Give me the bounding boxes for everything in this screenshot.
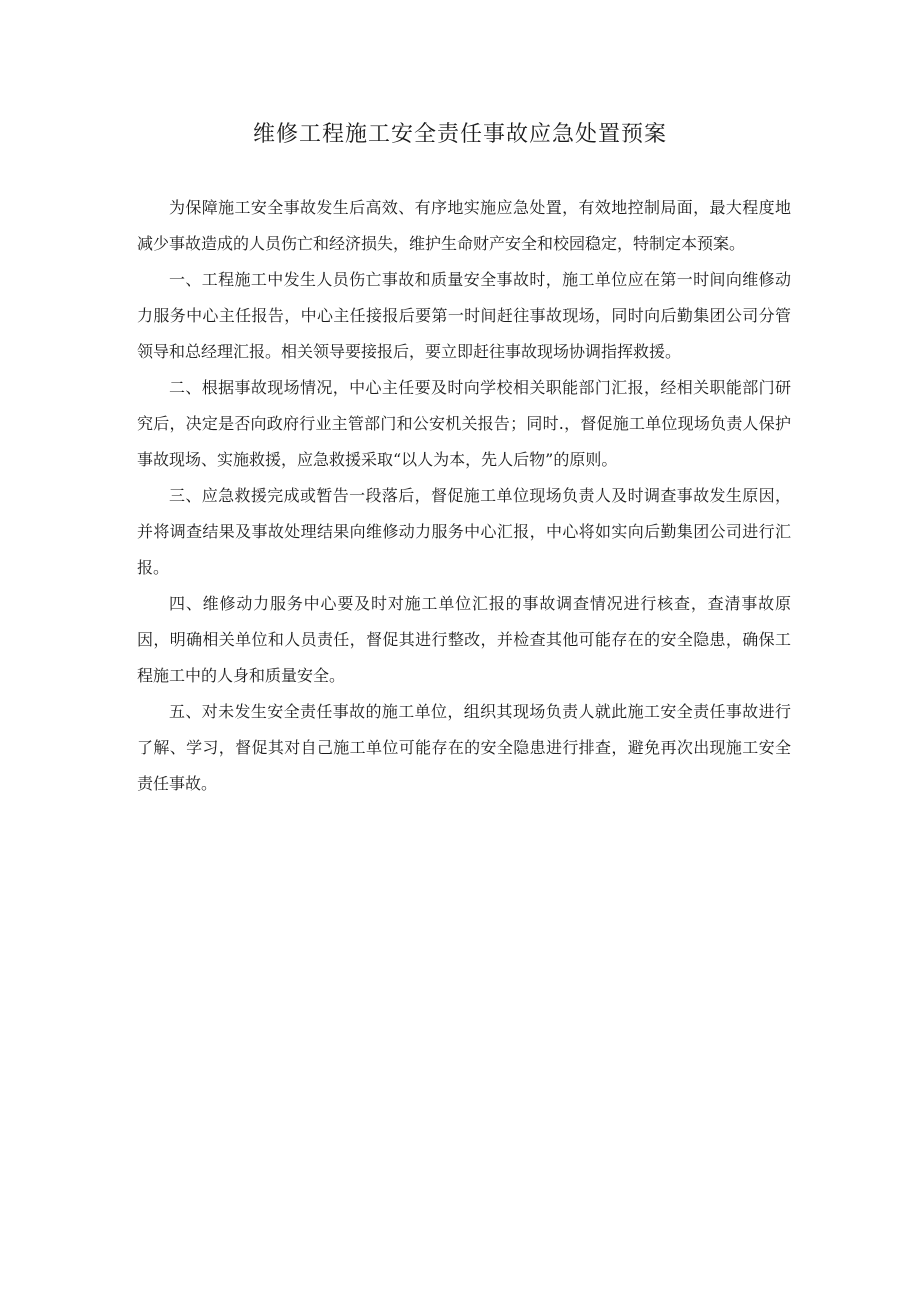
paragraph-section-1: 一、工程施工中发生人员伤亡事故和质量安全事故时，施工单位应在第一时间向维修动力服务中心主任报告，中心主任接报后要第一时间赶往事故现场，同时向后勤集团公司分管领导和总经理汇报。相关领导要接报后，要立即赶往事故现场协调指挥救援。 (137, 270, 791, 361)
paragraph-intro: 为保障施工安全事故发生后高效、有序地实施应急处置，有效地控制局面，最大程度地减少事故造成的人员伤亡和经济损失，维护生命财产安全和校园稳定，特制定本预案。 (137, 198, 791, 253)
paragraph-section-2: 二、根据事故现场情况，中心主任要及时向学校相关职能部门汇报，经相关职能部门研究后，决定是否向政府行业主管部门和公安机关报告；同时.，督促施工单位现场负责人保护事故现场、实施救援，应急救援采取“以人为本，先人后物”的原则。 (137, 378, 791, 469)
document-title: 维修工程施工安全责任事故应急处置预案 (252, 122, 667, 147)
document-body (137, 190, 791, 802)
paragraph-section-4: 四、维修动力服务中心要及时对施工单位汇报的事故调查情况进行核查，查清事故原因，明确相关单位和人员责任，督促其进行整改，并检查其他可能存在的安全隐患，确保工程施工中的人身和质量安全。 (137, 594, 791, 685)
paragraph-section-3: 三、应急救援完成或暂告一段落后，督促施工单位现场负责人及时调查事故发生原因，并将调查结果及事故处理结果向维修动力服务中心汇报，中心将如实向后勤集团公司进行汇报。 (137, 486, 791, 577)
paragraph-section-5: 五、对未发生安全责任事故的施工单位，组织其现场负责人就此施工安全责任事故进行了解、学习，督促其对自己施工单位可能存在的安全隐患进行排查，避免再次出现施工安全责任事故。 (137, 702, 791, 793)
